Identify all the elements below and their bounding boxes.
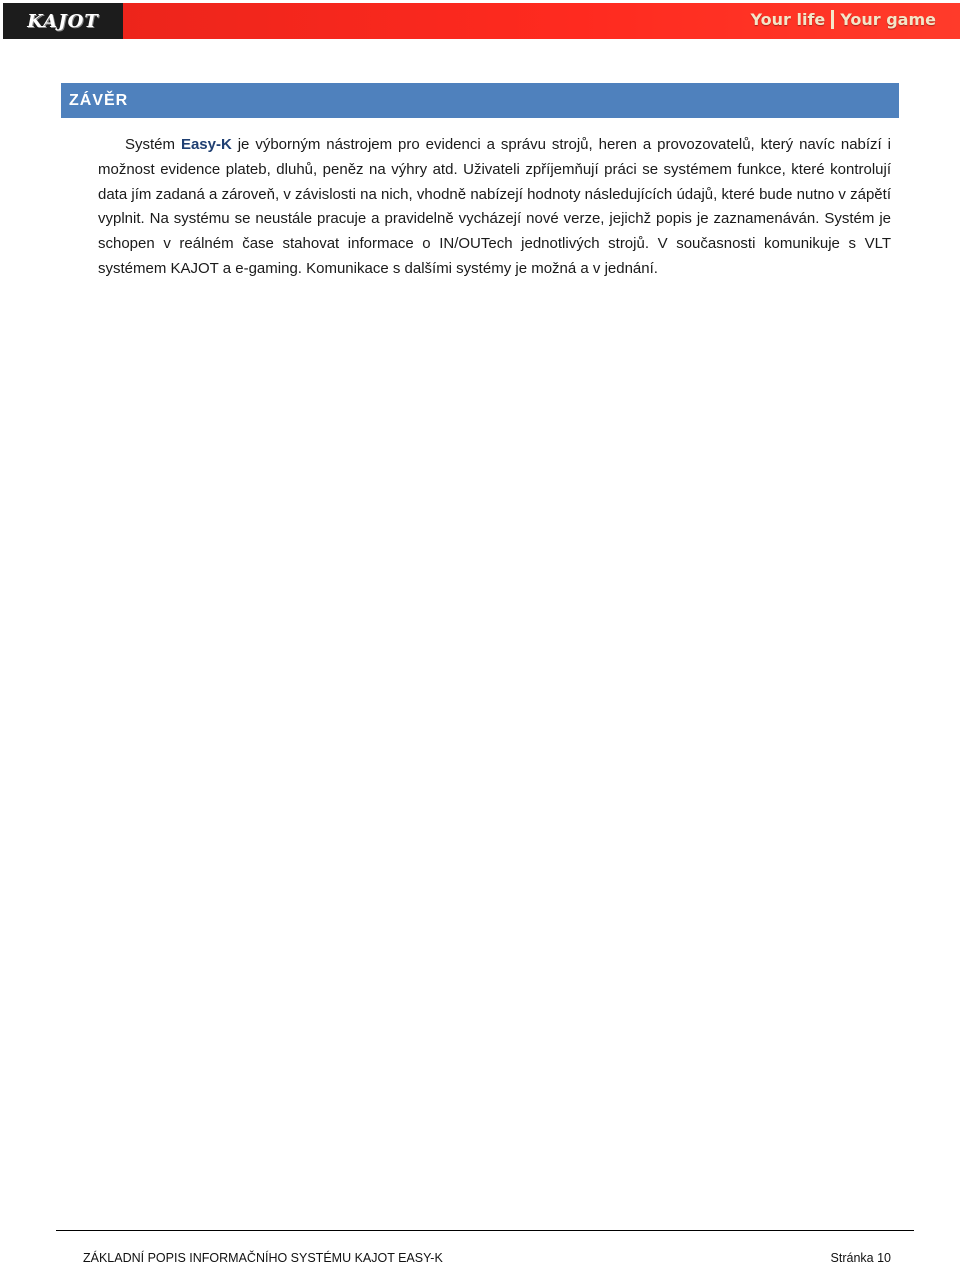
product-name: Easy-K [180,136,232,153]
slogan-your-life: Your life [750,10,826,29]
conclusion-paragraph [98,133,891,282]
kajot-logo [3,3,123,39]
page-header-banner [3,3,960,39]
footer-page-number: Stránka 10 [830,1251,891,1265]
slogan-your-game: Your game [840,10,936,29]
slogan-separator [831,10,834,29]
footer-document-title: ZÁKLADNÍ POPIS INFORMAČNÍHO SYSTÉMU KAJOT EASY-K [83,1251,443,1265]
footer-divider [56,1230,914,1231]
paragraph-rest: je výborným nástrojem pro evidenci a správu strojů, heren a provozovatelů, který navíc nabízí i možnost evidence plateb, dluhů, peněz na výhry atd. Uživateli zpříjemňují práci se systémem funkce, které kontrolují data jím zadaná a zároveň, v závislosti na nich, vhodně nabízejí hodnoty následujících údajů, které bude nutno v zápětí vyplnit. Na systému se neustále pracuje a pravidelně vycházejí nové verze, jejichž popis je zaznamenáván. Systém je schopen v reálném čase stahovat informace o IN/OUTech jednotlivých strojů. V současnosti komunikuje s VLT systémem KAJOT a e-gaming. Komunikace s dalšími systémy je možná a v jednání. [98,136,891,277]
section-heading: ZÁVĚR [61,83,899,118]
logo-text: KAJOT [27,10,99,32]
paragraph-lead: Systém [125,136,181,153]
header-slogan [751,10,936,29]
